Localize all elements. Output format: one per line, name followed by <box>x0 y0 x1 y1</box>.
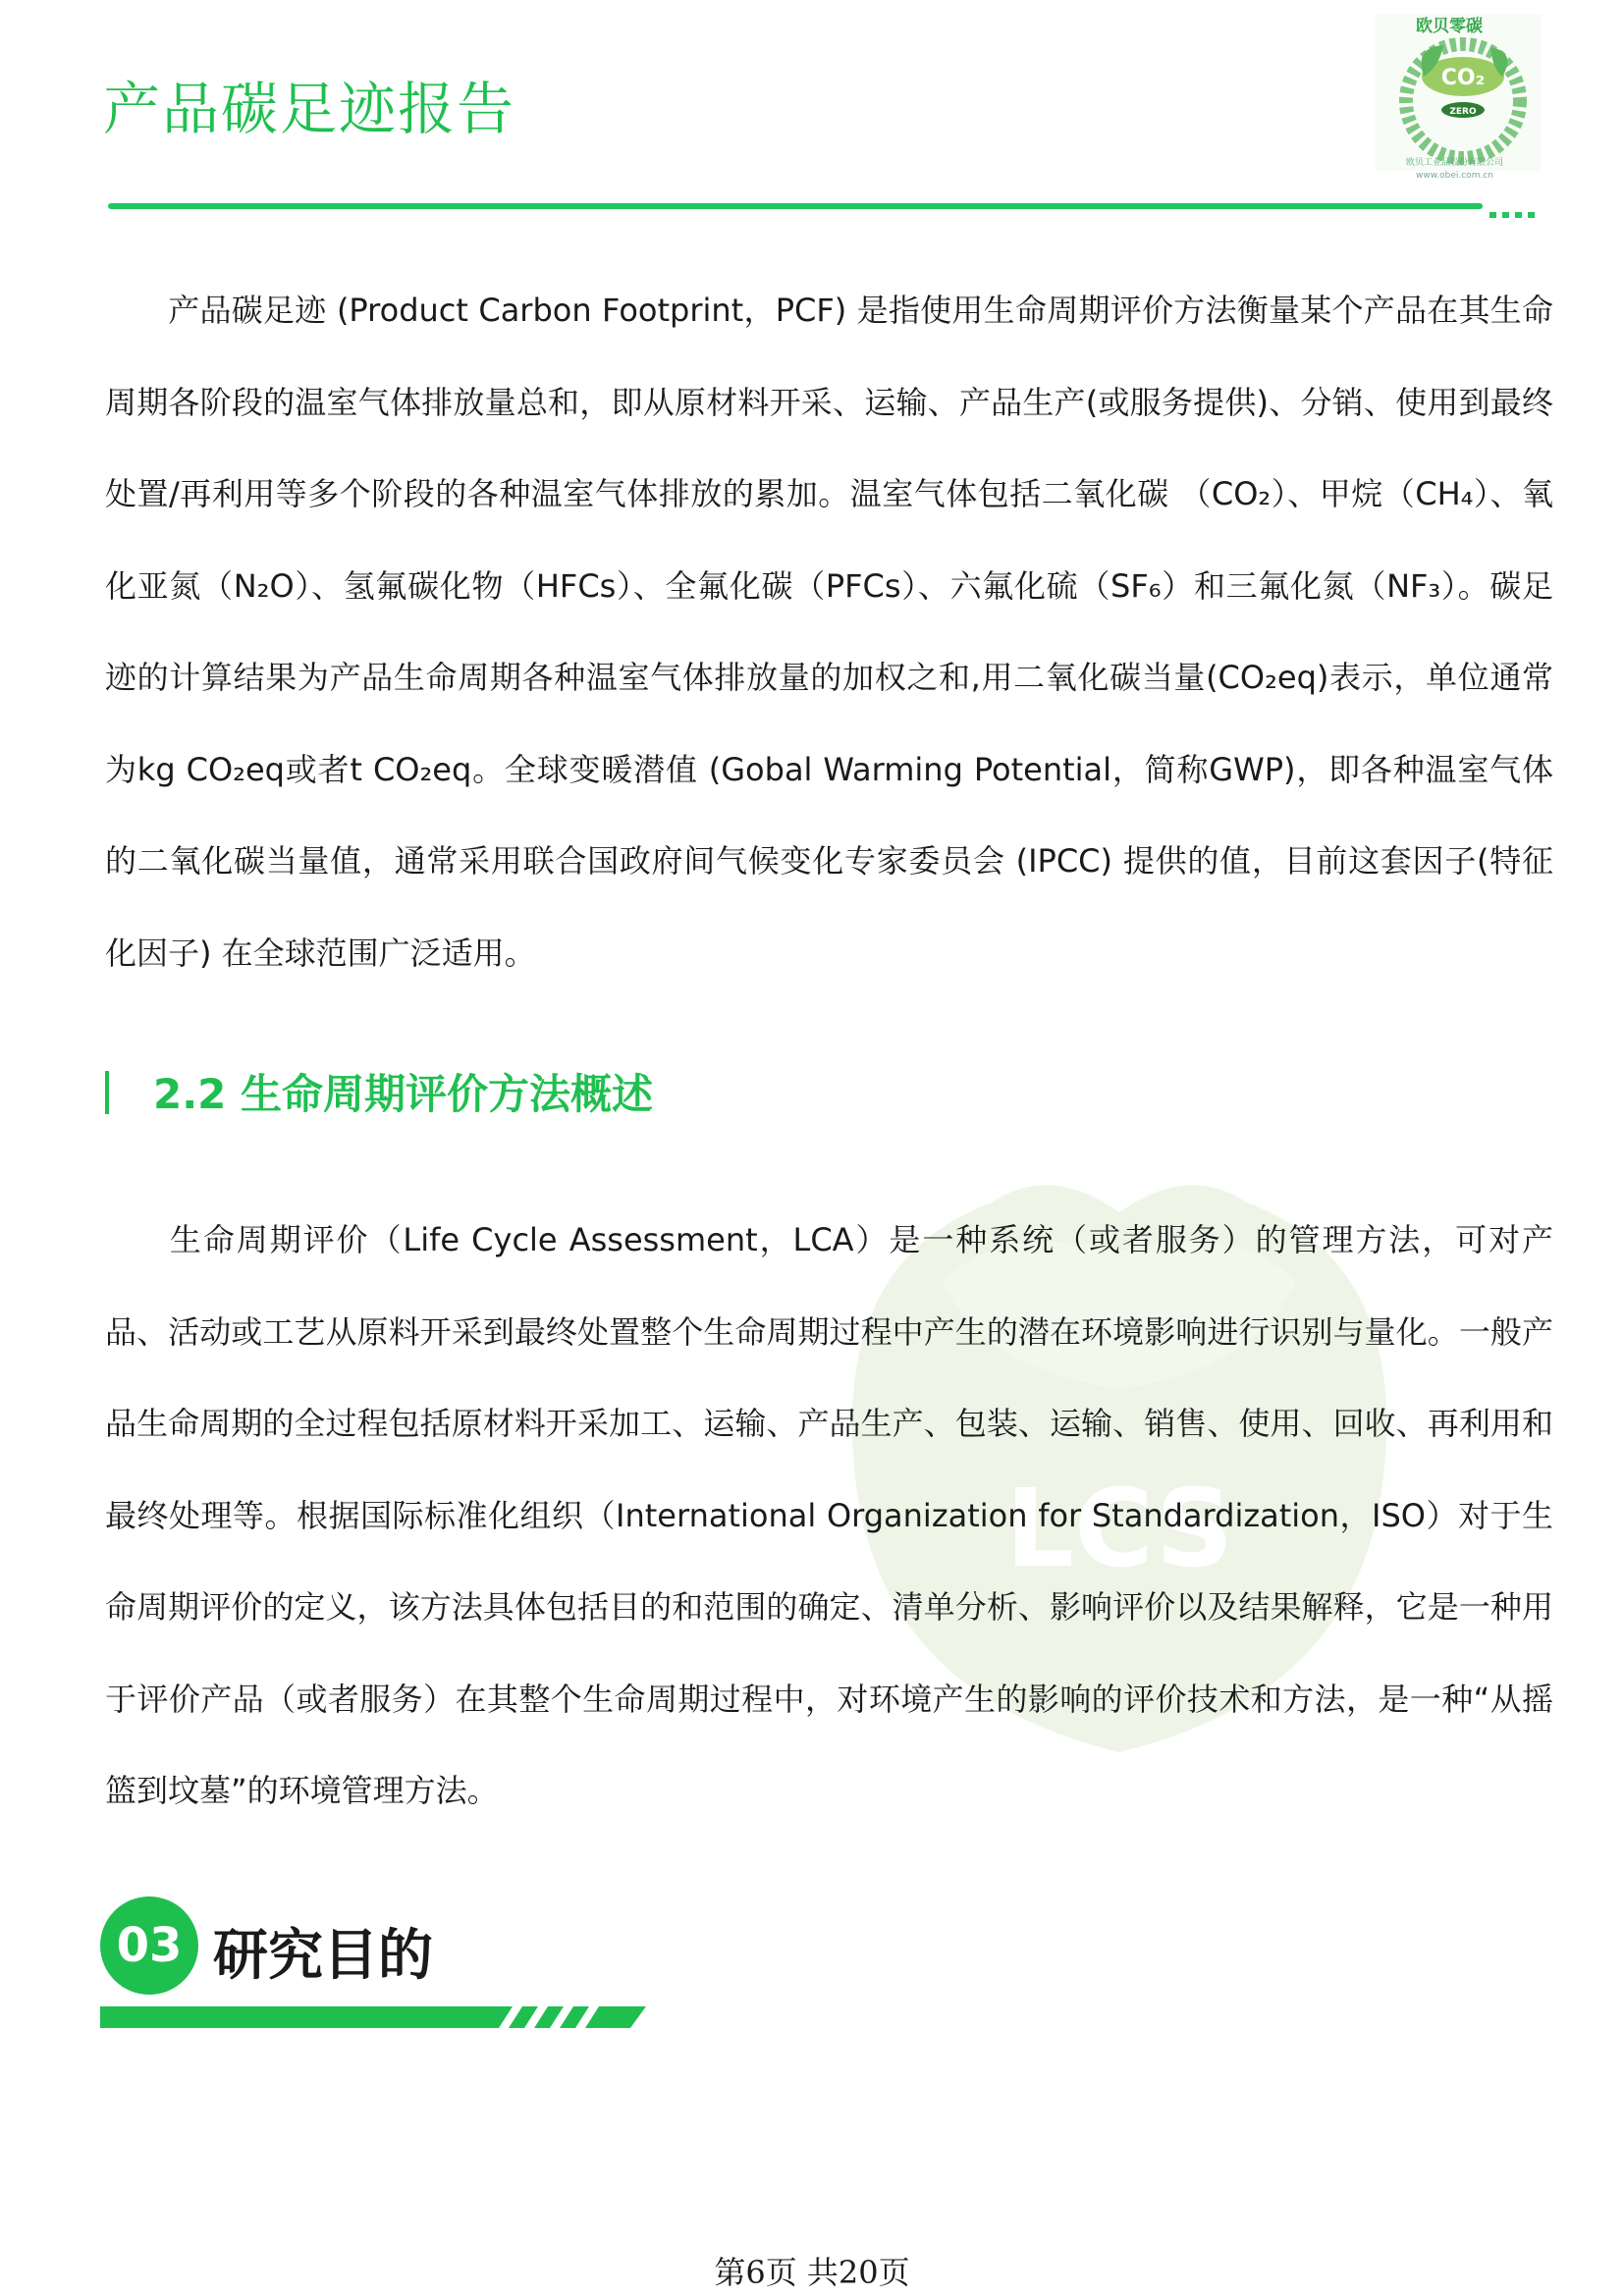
chapter-heading <box>100 1896 748 2034</box>
svg-text:LCS: LCS <box>1004 1466 1234 1591</box>
svg-text:ZERO: ZERO <box>1449 107 1477 117</box>
logo-company: 欧贝工业品股份有限公司 <box>1406 158 1504 168</box>
header-rule <box>108 203 1483 209</box>
intro-paragraph <box>105 265 1553 999</box>
chapter-number-badge: 03 <box>100 1896 198 1995</box>
section-heading <box>105 1062 653 1121</box>
lca-paragraph <box>105 1195 1553 1838</box>
report-title: 产品碳足迹报告 <box>103 76 516 142</box>
header-dots <box>1489 203 1548 209</box>
company-logo <box>1355 8 1551 189</box>
chapter-title: 研究目的 <box>213 1924 433 1988</box>
section-bar <box>105 1071 109 1114</box>
chapter-underline <box>100 2006 650 2028</box>
intro-paragraph-text: 产品碳足迹 (Product Carbon Footprint，PCF) 是指使用生命周期评价方法衡量某个产品在其生命周期各阶段的温室气体排放量总和，即从原材料开采、运输、产品生产(或服务提供)、分销、使用到最终处置/再利用等多个阶段的各种温室气体排放的累加。温室气体包括二氧化碳 （CO₂）、甲烷（CH₄）、氧化亚氮（N₂O）、氢氟碳化物（HFCs）、全氟化碳（PFCs）、六氟化硫（SF₆）和三氟化氮（NF₃）。碳足迹的计算结果为产品生命周期各种温室气体排放量的加权之和,用二氧化碳当量(CO₂eq)表示，单位通常为kg CO₂eq或者t CO₂eq。全球变暖潜值 (Gobal Warming Potential，简称GWP)，即各种温室气体的二氧化碳当量值，通常采用联合国政府间气候变化专家委员会 (IPCC) 提供的值，目前这套因子(特征化因子) 在全球范围广泛适用。 <box>105 292 1553 972</box>
logo-brand: 欧贝零碳 <box>1416 17 1483 36</box>
section-heading-text: 2.2 生命周期评价方法概述 <box>153 1070 654 1118</box>
page-number: 第6页 共20页 <box>714 2254 910 2291</box>
svg-text:CO₂: CO₂ <box>1440 66 1486 90</box>
lca-paragraph-text: 生命周期评价（Life Cycle Assessment，LCA）是一种系统（或者服务）的管理方法，可对产品、活动或工艺从原料开采到最终处置整个生命周期过程中产生的潜在环境影响进行识别与量化。一般产品生命周期的全过程包括原材料开采加工、运输、产品生产、包装、运输、销售、使用、回收、再利用和最终处理等。根据国际标准化组织（International Organization for Standardization，ISO）对于生命周期评价的定义，该方法具体包括目的和范围的确定、清单分析、影响评价以及结果解释，它是一种用于评价产品（或者服务）在其整个生命周期过程中，对环境产生的影响的评价技术和方法，是一种“从摇篮到坟墓”的环境管理方法。 <box>105 1221 1553 1809</box>
logo-website: www.obei.com.cn <box>1416 171 1493 181</box>
